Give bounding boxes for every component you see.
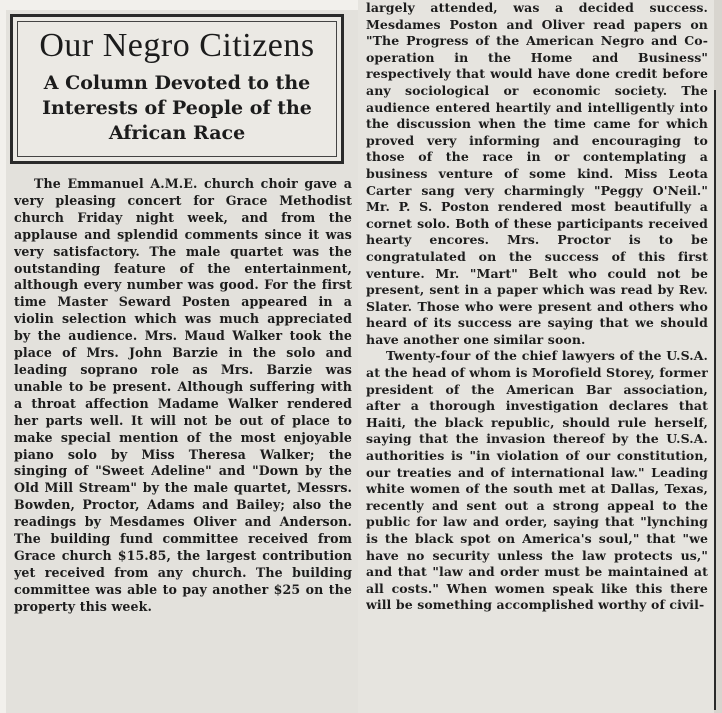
masthead-title: Our Negro Citizens (39, 27, 315, 64)
left-column-text (14, 176, 352, 713)
article-paragraph: largely attended, was a decided success. Mesdames Poston and Oliver read papers on "The Progress of the American Negro and Co-operation in the Home and Business" respectively that would have done credit before any sociological or economic society. The audience entered heartily and intelligently into the discussion when the time came for which proved very informing and encouraging to those of the race in or contemplating a business venture of some kind. Miss Leota Carter sang very charmingly "Peggy O'Neil." Mr. P. S. Poston rendered most beautifully a cornet solo. Both of these participants received hearty encores. Mrs. Proctor is to be congratulated on the success of this first venture. Mr. "Mart" Belt who could not be present, sent in a paper which was read by Rev. Slater. Those who were present and others who heard of its success are saying that we should have another one similar soon. (366, 0, 708, 347)
right-column-text (366, 0, 708, 713)
masthead-subtitle: A Column Devoted to the Interests of People of the African Race (42, 72, 312, 144)
column-rule (714, 90, 722, 710)
article-paragraph: Twenty-four of the chief lawyers of the U.S.A. at the head of whom is Morofield Storey, former president of the American Bar association, after a thorough investigation declares that Haiti, the black republic, should rule herself, saying that the invasion thereof by the U.S.A. authorities is "in violation of our constitution, our treaties and of international law." Leading white women of the south met at Dallas, Texas, recently and sent out a strong appeal to the public for law and order, saying that "lynching is the black spot on America's soul," that "we have no security unless the law protects us," and that "law and order must be maintained at all costs." When women speak like this there will be something accomplished worthy of civil- (366, 348, 708, 613)
article-paragraph: The Emmanuel A.M.E. church choir gave a very pleasing concert for Grace Methodist church Friday night week, and from the applause and splendid comments since it was very satisfactory. The male quartet was the outstanding feature of the entertainment, although every number was good. For the first time Master Seward Posten appeared in a violin selection which was much appreciated by the audience. Mrs. Maud Walker took the place of Mrs. John Barzie in the solo and leading soprano role as Mrs. Barzie was unable to be present. Although suffering with a throat affection Madame Walker rendered her parts well. It will not be out of place to make special mention of the most enjoyable piano solo by Miss Theresa Walker; the singing of "Sweet Adeline" and "Down by the Old Mill Stream" by the male quartet, Messrs. Bowden, Proctor, Adams and Bailey; also the readings by Mesdames Oliver and Anderson. The building fund committee received from Grace church $15.85, the largest contribution yet received from any church. The building committee was able to pay another $25 on the property this week. (14, 176, 352, 614)
column-masthead (10, 14, 344, 164)
